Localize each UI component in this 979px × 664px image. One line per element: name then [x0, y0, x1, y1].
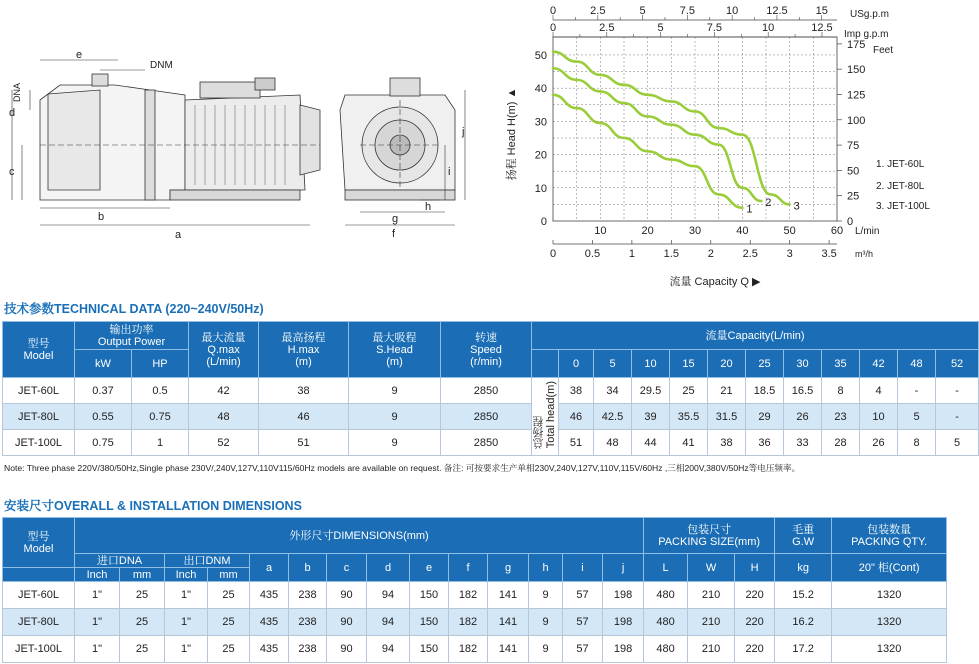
m3h-tick-label: 2.5 [742, 248, 758, 260]
cell: 182 [449, 636, 488, 663]
cell: 46 [559, 404, 594, 430]
table-row [3, 636, 947, 663]
th-shead: 最大吸程 S.Head (m) [349, 322, 441, 378]
cell: 1" [165, 636, 208, 663]
cell: 41 [670, 430, 708, 456]
dim-label-d: d [9, 107, 16, 119]
cell: 480 [644, 609, 688, 636]
dim-label-i: i [448, 166, 451, 178]
th-dim-d: d [367, 554, 410, 582]
th-cap-col: 48 [898, 350, 936, 378]
th-cap-col: 42 [860, 350, 898, 378]
th-hp: HP [132, 350, 189, 378]
x-tick-label: 30 [688, 225, 702, 237]
dim-label-f: f [392, 228, 396, 240]
x-tick-label: 50 [783, 225, 796, 237]
cell: 90 [327, 582, 367, 609]
cell-model: JET-100L [3, 636, 75, 663]
cell: 33 [784, 430, 822, 456]
th-dim-f: f [449, 554, 488, 582]
cell: 198 [603, 636, 644, 663]
cell: 38 [708, 430, 746, 456]
table-row [3, 582, 947, 609]
cell: 10 [860, 404, 898, 430]
cell: 0.5 [132, 378, 189, 404]
series-marker-1: 1 [746, 203, 753, 216]
th-dim-g: g [488, 554, 529, 582]
cell: 9 [349, 430, 441, 456]
th-cap-col: 25 [746, 350, 784, 378]
th-cap-col: 0 [559, 350, 594, 378]
usgpm-tick-label: 2.5 [590, 5, 606, 17]
th-pack-w: W [688, 554, 735, 582]
th-dnm-inch: Inch [165, 568, 208, 582]
y-tick-label: 0 [540, 216, 547, 228]
cell-model: JET-80L [3, 404, 75, 430]
m3h-tick-label: 3.5 [821, 248, 837, 260]
th-dim-a: a [250, 554, 289, 582]
impgpm-tick-label: 5 [657, 22, 664, 34]
cell: 9 [529, 636, 563, 663]
cell: 0.75 [75, 430, 132, 456]
cell: 28 [822, 430, 860, 456]
table-row [3, 609, 947, 636]
y-tick-label: 40 [534, 83, 547, 96]
cell: 238 [289, 636, 327, 663]
right-tick-label: 150 [847, 64, 866, 77]
cell: 57 [563, 636, 603, 663]
usgpm-tick-label: 5 [639, 5, 646, 17]
y-tick-label: 20 [534, 149, 547, 162]
impgpm-tick-label: 12.5 [811, 22, 833, 34]
cell: 1" [165, 582, 208, 609]
m3h-tick-label: 0 [549, 248, 557, 260]
cell: 220 [735, 582, 775, 609]
dim-label-c: c [9, 166, 15, 178]
cell: 1" [165, 609, 208, 636]
dim-label-h: h [425, 201, 432, 213]
cell-model: JET-100L [3, 430, 75, 456]
cell: 31.5 [708, 404, 746, 430]
cell: 35.5 [670, 404, 708, 430]
dimensions-table [2, 517, 947, 663]
cell: 435 [250, 609, 289, 636]
impgpm-tick-label: 0 [549, 22, 557, 34]
cell: 150 [410, 636, 449, 663]
th-dim-j: j [603, 554, 644, 582]
feet-label: Feet [873, 45, 894, 56]
cell: 94 [367, 582, 410, 609]
cell: 23 [822, 404, 860, 430]
y-tick-label: 50 [534, 49, 547, 62]
cell: 210 [688, 636, 735, 663]
th-dim-h: h [529, 554, 563, 582]
cell: 25 [208, 582, 250, 609]
th-cap-col: 5 [594, 350, 632, 378]
cell: 25 [208, 636, 250, 663]
usgpm-tick-label: 10 [726, 5, 739, 17]
cell: 94 [367, 636, 410, 663]
cell: 44 [632, 430, 670, 456]
cell: 0.75 [132, 404, 189, 430]
cell: 25 [670, 378, 708, 404]
series-marker-3: 3 [793, 200, 800, 213]
cell: - [936, 404, 979, 430]
th-dna-inch: Inch [75, 568, 120, 582]
cell: 480 [644, 636, 688, 663]
lmin-label: L/min [855, 226, 880, 237]
cell: 42 [189, 378, 259, 404]
tech-data-table [2, 321, 979, 456]
th-qty: 包装数量 PACKING QTY. [832, 518, 947, 554]
dimensions-title: 安装尺寸OVERALL & INSTALLATION DIMENSIONS [4, 499, 302, 513]
th-kg: kg [775, 554, 832, 582]
cell: 26 [860, 430, 898, 456]
th-model: 型号 Model [3, 518, 75, 568]
cell: 238 [289, 609, 327, 636]
cell: 46 [259, 404, 349, 430]
m3h-tick-label: 3 [786, 248, 793, 260]
cell: 1 [132, 430, 189, 456]
x-tick-label: 40 [736, 225, 749, 237]
cell: 1" [75, 636, 120, 663]
cell: 25 [120, 582, 165, 609]
pump-side-view [12, 60, 320, 225]
cell: 9 [349, 404, 441, 430]
cell: 198 [603, 582, 644, 609]
cell: 220 [735, 636, 775, 663]
cell: 1" [75, 582, 120, 609]
m3h-tick-label: 0.5 [584, 248, 601, 260]
cell: 26 [784, 404, 822, 430]
cell: 435 [250, 582, 289, 609]
cell: 15.2 [775, 582, 832, 609]
cell: 48 [594, 430, 632, 456]
total-head-label: 总扬程Total head(m) [532, 378, 559, 456]
right-tick-label: 50 [847, 165, 860, 178]
right-tick-label: 0 [847, 216, 854, 228]
th-cap-blank [532, 350, 559, 378]
cell: 36 [746, 430, 784, 456]
cell: 90 [327, 609, 367, 636]
impgpm-tick-label: 7.5 [706, 22, 723, 34]
y-tick-label: 30 [534, 116, 547, 129]
usgpm-tick-label: 12.5 [766, 5, 788, 17]
legend-item-1: 1. JET-60L [876, 159, 925, 170]
chart-series [553, 52, 800, 216]
cell: 29 [746, 404, 784, 430]
cell: 25 [208, 609, 250, 636]
cell: 141 [488, 582, 529, 609]
cell: 5 [936, 430, 979, 456]
cell: 9 [349, 378, 441, 404]
cell: 1320 [832, 582, 947, 609]
th-dim-b: b [289, 554, 327, 582]
tech-data-title: 技术参数TECHNICAL DATA (220~240V/50Hz) [4, 302, 264, 316]
cell-model: JET-60L [3, 378, 75, 404]
th-cap-col: 15 [670, 350, 708, 378]
x-tick-label: 60 [830, 225, 844, 237]
cell: 9 [529, 609, 563, 636]
usgpm-label: USg.p.m [850, 9, 889, 20]
right-tick-label: 100 [847, 114, 866, 127]
th-cap-col: 30 [784, 350, 822, 378]
cell-model: JET-80L [3, 609, 75, 636]
right-tick-label: 175 [847, 38, 866, 51]
cell: 0.37 [75, 378, 132, 404]
chart-axes [535, 5, 866, 260]
cell: 238 [289, 582, 327, 609]
cell: 25 [120, 636, 165, 663]
cell: 9 [529, 582, 563, 609]
dim-label-b: b [98, 211, 105, 223]
cell: 2850 [441, 378, 532, 404]
usgpm-tick-label: 7.5 [679, 5, 696, 17]
chart-xlabel: 流量 Capacity Q ▶ [669, 276, 761, 288]
th-model-spacer [3, 568, 75, 582]
cell: 57 [563, 582, 603, 609]
cell: 52 [189, 430, 259, 456]
th-cap-col: 10 [632, 350, 670, 378]
cell: 2850 [441, 404, 532, 430]
impgpm-label: Imp g.p.m [844, 29, 889, 40]
th-capacity: 流量Capacity(L/min) [532, 322, 979, 350]
th-hmax: 最高扬程 H.max (m) [259, 322, 349, 378]
cell: 25 [120, 609, 165, 636]
cell: 57 [563, 609, 603, 636]
cell: 150 [410, 582, 449, 609]
cell: 141 [488, 609, 529, 636]
cell: 435 [250, 636, 289, 663]
cell: 16.5 [784, 378, 822, 404]
th-pack-l: L [644, 554, 688, 582]
dim-label-e: e [76, 49, 83, 61]
cell: 94 [367, 609, 410, 636]
cell: 0.55 [75, 404, 132, 430]
pump-drawing [0, 50, 470, 250]
impgpm-tick-label: 10 [762, 22, 775, 34]
cell: 141 [488, 636, 529, 663]
x-tick-label: 10 [594, 225, 607, 237]
cell: 29.5 [632, 378, 670, 404]
dim-label-j: j [462, 126, 465, 138]
cell: 48 [189, 404, 259, 430]
cell: 39 [632, 404, 670, 430]
cell: 210 [688, 609, 735, 636]
table-row [3, 404, 979, 430]
cell: 210 [688, 582, 735, 609]
th-dna: 进口DNA [75, 554, 165, 568]
th-cap-col: 20 [708, 350, 746, 378]
m3h-label: m³/h [855, 249, 873, 259]
dim-label-dnm: DNM [150, 60, 173, 71]
cell: 8 [822, 378, 860, 404]
m3h-tick-label: 1.5 [663, 248, 679, 260]
th-packing-size: 包装尺寸 PACKING SIZE(mm) [644, 518, 775, 554]
cell: 182 [449, 582, 488, 609]
chart-grid [553, 37, 837, 221]
right-tick-label: 75 [847, 140, 860, 153]
cell: 8 [898, 430, 936, 456]
th-model: 型号 Model [3, 322, 75, 378]
legend-item-2: 2. JET-80L [876, 181, 925, 192]
cell: 34 [594, 378, 632, 404]
dim-label-dna: DNA [12, 82, 22, 102]
m3h-tick-label: 1 [628, 248, 635, 260]
impgpm-tick-label: 2.5 [599, 22, 615, 34]
th-dnm-mm: mm [208, 568, 250, 582]
th-speed: 转速 Speed (r/min) [441, 322, 532, 378]
chart-ylabel: 扬程 Head H(m) ▲ [506, 87, 518, 181]
cell: 182 [449, 609, 488, 636]
cell: 18.5 [746, 378, 784, 404]
table-row [3, 378, 979, 404]
m3h-tick-label: 2 [707, 248, 714, 260]
th-dimensions: 外形尺寸DIMENSIONS(mm) [75, 518, 644, 554]
cell-model: JET-60L [3, 582, 75, 609]
th-cap-col: 52 [936, 350, 979, 378]
th-output-power: 输出功率 Output Power [75, 322, 189, 350]
cell: 51 [259, 430, 349, 456]
usgpm-tick-label: 15 [815, 5, 828, 17]
legend-item-3: 3. JET-100L [876, 201, 930, 212]
cell: 5 [898, 404, 936, 430]
cell: 38 [559, 378, 594, 404]
th-dna-mm: mm [120, 568, 165, 582]
cell: - [936, 378, 979, 404]
table-row [3, 430, 979, 456]
th-gw: 毛重 G.W [775, 518, 832, 554]
th-qmax: 最大流量 Q.max (L/min) [189, 322, 259, 378]
usgpm-tick-label: 0 [549, 5, 557, 17]
cell: 198 [603, 609, 644, 636]
dim-label-a: a [175, 229, 182, 241]
cell: 90 [327, 636, 367, 663]
th-pack-h: H [735, 554, 775, 582]
cell: - [898, 378, 936, 404]
x-tick-label: 20 [641, 225, 654, 237]
th-cap-col: 35 [822, 350, 860, 378]
cell: 16.2 [775, 609, 832, 636]
cell: 480 [644, 582, 688, 609]
th-kw: kW [75, 350, 132, 378]
series-marker-2: 2 [765, 197, 772, 210]
cell: 220 [735, 609, 775, 636]
pump-front-view [340, 78, 465, 225]
cell: 21 [708, 378, 746, 404]
cell: 1320 [832, 636, 947, 663]
cell: 1320 [832, 609, 947, 636]
right-tick-label: 25 [847, 190, 860, 203]
th-dim-i: i [563, 554, 603, 582]
y-tick-label: 10 [534, 182, 547, 195]
right-tick-label: 125 [847, 89, 866, 102]
cell: 150 [410, 609, 449, 636]
cell: 38 [259, 378, 349, 404]
dim-label-g: g [392, 213, 399, 225]
cell: 1" [75, 609, 120, 636]
cell: 4 [860, 378, 898, 404]
th-dim-e: e [410, 554, 449, 582]
voltage-note: Note: Three phase 220V/380/50Hz,Single phase 230V/,240V,127V,110V115/60Hz models are available on request. 备注: 可按要求生产单相230V,240V,127V,110V,115V/60Hz ,三相200V,380V/50Hz等电压频率。 [4, 463, 801, 473]
performance-chart [495, 0, 948, 295]
cell: 42.5 [594, 404, 632, 430]
cell: 51 [559, 430, 594, 456]
th-dim-c: c [327, 554, 367, 582]
th-container: 20" 柜(Cont) [832, 554, 947, 582]
th-dnm: 出口DNM [165, 554, 250, 568]
cell: 17.2 [775, 636, 832, 663]
cell: 2850 [441, 430, 532, 456]
